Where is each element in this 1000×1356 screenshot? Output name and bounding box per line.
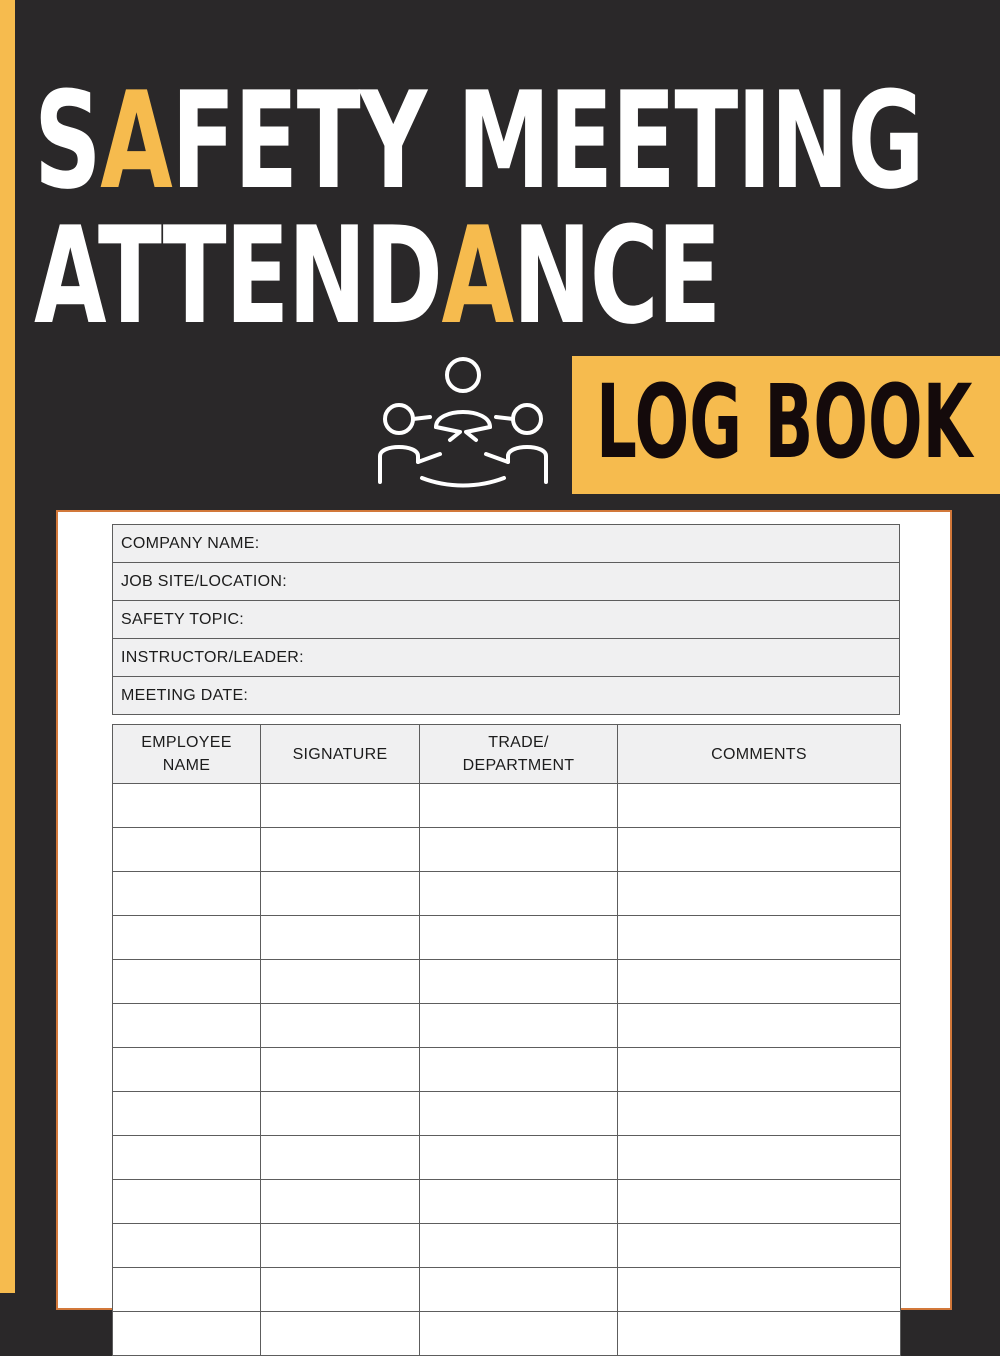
table-row bbox=[113, 1224, 901, 1268]
column-header-signature: SIGNATURE bbox=[261, 725, 420, 784]
trade-department-cell[interactable] bbox=[420, 828, 618, 872]
comments-cell[interactable] bbox=[618, 1092, 901, 1136]
table-row bbox=[113, 960, 901, 1004]
trade-department-cell[interactable] bbox=[420, 1048, 618, 1092]
trade-department-cell[interactable] bbox=[420, 960, 618, 1004]
title-highlight-letter: A bbox=[100, 63, 172, 219]
table-row bbox=[113, 828, 901, 872]
trade-department-cell[interactable] bbox=[420, 1004, 618, 1048]
signature-cell[interactable] bbox=[261, 1180, 420, 1224]
table-row bbox=[113, 1048, 901, 1092]
employee-name-cell[interactable] bbox=[113, 1268, 261, 1312]
employee-name-cell[interactable] bbox=[113, 828, 261, 872]
table-row bbox=[113, 1312, 901, 1356]
trade-department-cell[interactable] bbox=[420, 1092, 618, 1136]
title-line-2: ATTENDANCE bbox=[34, 198, 720, 354]
employee-name-cell[interactable] bbox=[113, 916, 261, 960]
comments-cell[interactable] bbox=[618, 1048, 901, 1092]
table-row bbox=[113, 1004, 901, 1048]
column-header-trade-department: TRADE/ DEPARTMENT bbox=[420, 725, 618, 784]
employee-name-cell[interactable] bbox=[113, 872, 261, 916]
employee-name-cell[interactable] bbox=[113, 1312, 261, 1356]
field-instructor[interactable]: INSTRUCTOR/LEADER: bbox=[113, 639, 900, 677]
comments-cell[interactable] bbox=[618, 872, 901, 916]
comments-cell[interactable] bbox=[618, 1312, 901, 1356]
employee-name-cell[interactable] bbox=[113, 1180, 261, 1224]
employee-name-cell[interactable] bbox=[113, 1092, 261, 1136]
table-row bbox=[113, 1268, 901, 1312]
signature-cell[interactable] bbox=[261, 1224, 420, 1268]
comments-cell[interactable] bbox=[618, 960, 901, 1004]
attendance-table bbox=[112, 724, 901, 1356]
table-header-row bbox=[113, 725, 901, 784]
title-highlight-letter: A bbox=[441, 198, 513, 354]
field-job-site[interactable]: JOB SITE/LOCATION: bbox=[113, 563, 900, 601]
table-row bbox=[113, 1180, 901, 1224]
left-accent-stripe bbox=[0, 0, 15, 1293]
employee-name-cell[interactable] bbox=[113, 1224, 261, 1268]
employee-name-cell[interactable] bbox=[113, 1004, 261, 1048]
table-row bbox=[113, 872, 901, 916]
comments-cell[interactable] bbox=[618, 784, 901, 828]
signature-cell[interactable] bbox=[261, 828, 420, 872]
signature-cell[interactable] bbox=[261, 1312, 420, 1356]
form-sheet bbox=[56, 510, 952, 1310]
table-row bbox=[113, 916, 901, 960]
trade-department-cell[interactable] bbox=[420, 1180, 618, 1224]
comments-cell[interactable] bbox=[618, 1268, 901, 1312]
trade-department-cell[interactable] bbox=[420, 872, 618, 916]
signature-cell[interactable] bbox=[261, 916, 420, 960]
comments-cell[interactable] bbox=[618, 1180, 901, 1224]
signature-cell[interactable] bbox=[261, 1048, 420, 1092]
comments-cell[interactable] bbox=[618, 1136, 901, 1180]
comments-cell[interactable] bbox=[618, 916, 901, 960]
subtitle-banner bbox=[572, 356, 1000, 494]
signature-cell[interactable] bbox=[261, 1004, 420, 1048]
signature-cell[interactable] bbox=[261, 872, 420, 916]
signature-cell[interactable] bbox=[261, 784, 420, 828]
trade-department-cell[interactable] bbox=[420, 916, 618, 960]
comments-cell[interactable] bbox=[618, 1004, 901, 1048]
column-header-employee-name: EMPLOYEE NAME bbox=[113, 725, 261, 784]
signature-cell[interactable] bbox=[261, 1136, 420, 1180]
meeting-info-table bbox=[112, 524, 900, 715]
column-header-comments: COMMENTS bbox=[618, 725, 901, 784]
table-row bbox=[113, 784, 901, 828]
table-row bbox=[113, 1136, 901, 1180]
trade-department-cell[interactable] bbox=[420, 1312, 618, 1356]
trade-department-cell[interactable] bbox=[420, 1136, 618, 1180]
field-safety-topic[interactable]: SAFETY TOPIC: bbox=[113, 601, 900, 639]
trade-department-cell[interactable] bbox=[420, 784, 618, 828]
trade-department-cell[interactable] bbox=[420, 1268, 618, 1312]
subtitle: LOG BOOK bbox=[596, 363, 973, 482]
signature-cell[interactable] bbox=[261, 1092, 420, 1136]
comments-cell[interactable] bbox=[618, 828, 901, 872]
employee-name-cell[interactable] bbox=[113, 960, 261, 1004]
table-row bbox=[113, 1092, 901, 1136]
trade-department-cell[interactable] bbox=[420, 1224, 618, 1268]
signature-cell[interactable] bbox=[261, 1268, 420, 1312]
field-meeting-date[interactable]: MEETING DATE: bbox=[113, 677, 900, 715]
field-company-name[interactable]: COMPANY NAME: bbox=[113, 525, 900, 563]
employee-name-cell[interactable] bbox=[113, 1136, 261, 1180]
title-line-1: SAFETY MEETING bbox=[34, 63, 924, 219]
employee-name-cell[interactable] bbox=[113, 784, 261, 828]
meeting-group-icon bbox=[372, 352, 554, 492]
signature-cell[interactable] bbox=[261, 960, 420, 1004]
attendance-rows bbox=[113, 784, 901, 1356]
comments-cell[interactable] bbox=[618, 1224, 901, 1268]
employee-name-cell[interactable] bbox=[113, 1048, 261, 1092]
